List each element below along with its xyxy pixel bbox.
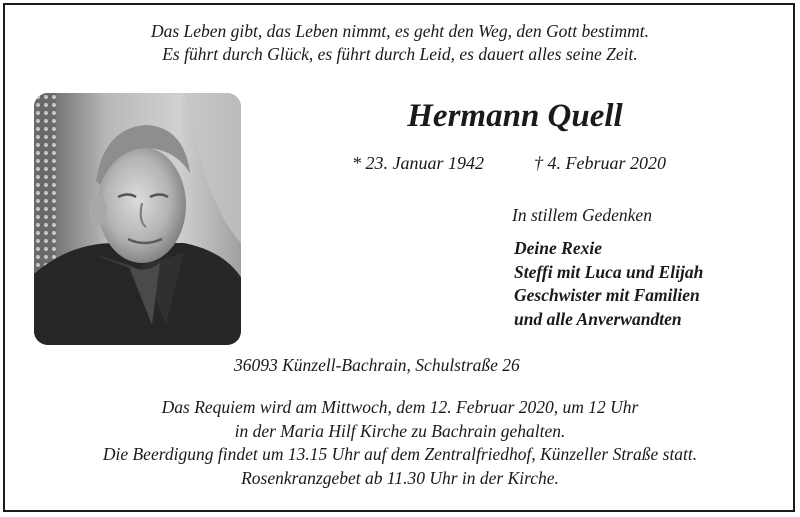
- service-line: Die Beerdigung findet um 13.15 Uhr auf dem Zentralfriedhof, Künzeller Straße statt.: [102, 444, 698, 464]
- mourner-line: Deine Rexie: [514, 238, 602, 258]
- mourner-line: Geschwister mit Familien: [514, 285, 700, 305]
- birth-date: * 23. Januar 1942: [352, 153, 484, 173]
- deceased-name: Hermann Quell: [407, 98, 623, 134]
- service-information: [0, 396, 800, 490]
- portrait-illustration: [34, 93, 241, 345]
- mourners-list: [514, 237, 703, 331]
- death-date: † 4. Februar 2020: [534, 153, 666, 173]
- portrait-photo: [34, 93, 241, 345]
- poem-line-2: Es führt durch Glück, es führt durch Leid, es dauert alles seine Zeit.: [162, 44, 638, 64]
- service-line: Das Requiem wird am Mittwoch, dem 12. Februar 2020, um 12 Uhr: [161, 397, 639, 417]
- mourner-line: und alle Anverwandten: [514, 308, 682, 329]
- poem-line-1: Das Leben gibt, das Leben nimmt, es geht den Weg, den Gott bestimmt.: [150, 21, 650, 41]
- service-line: in der Maria Hilf Kirche zu Bachrain gehalten.: [234, 420, 566, 441]
- memory-heading: In stillem Gedenken: [512, 205, 652, 225]
- mourner-line: Steffi mit Luca und Elijah: [514, 261, 704, 282]
- poem: [0, 20, 800, 66]
- service-line: Rosenkranzgebet ab 11.30 Uhr in der Kirche.: [241, 467, 559, 488]
- address: 36093 Künzell-Bachrain, Schulstraße 26: [234, 355, 520, 375]
